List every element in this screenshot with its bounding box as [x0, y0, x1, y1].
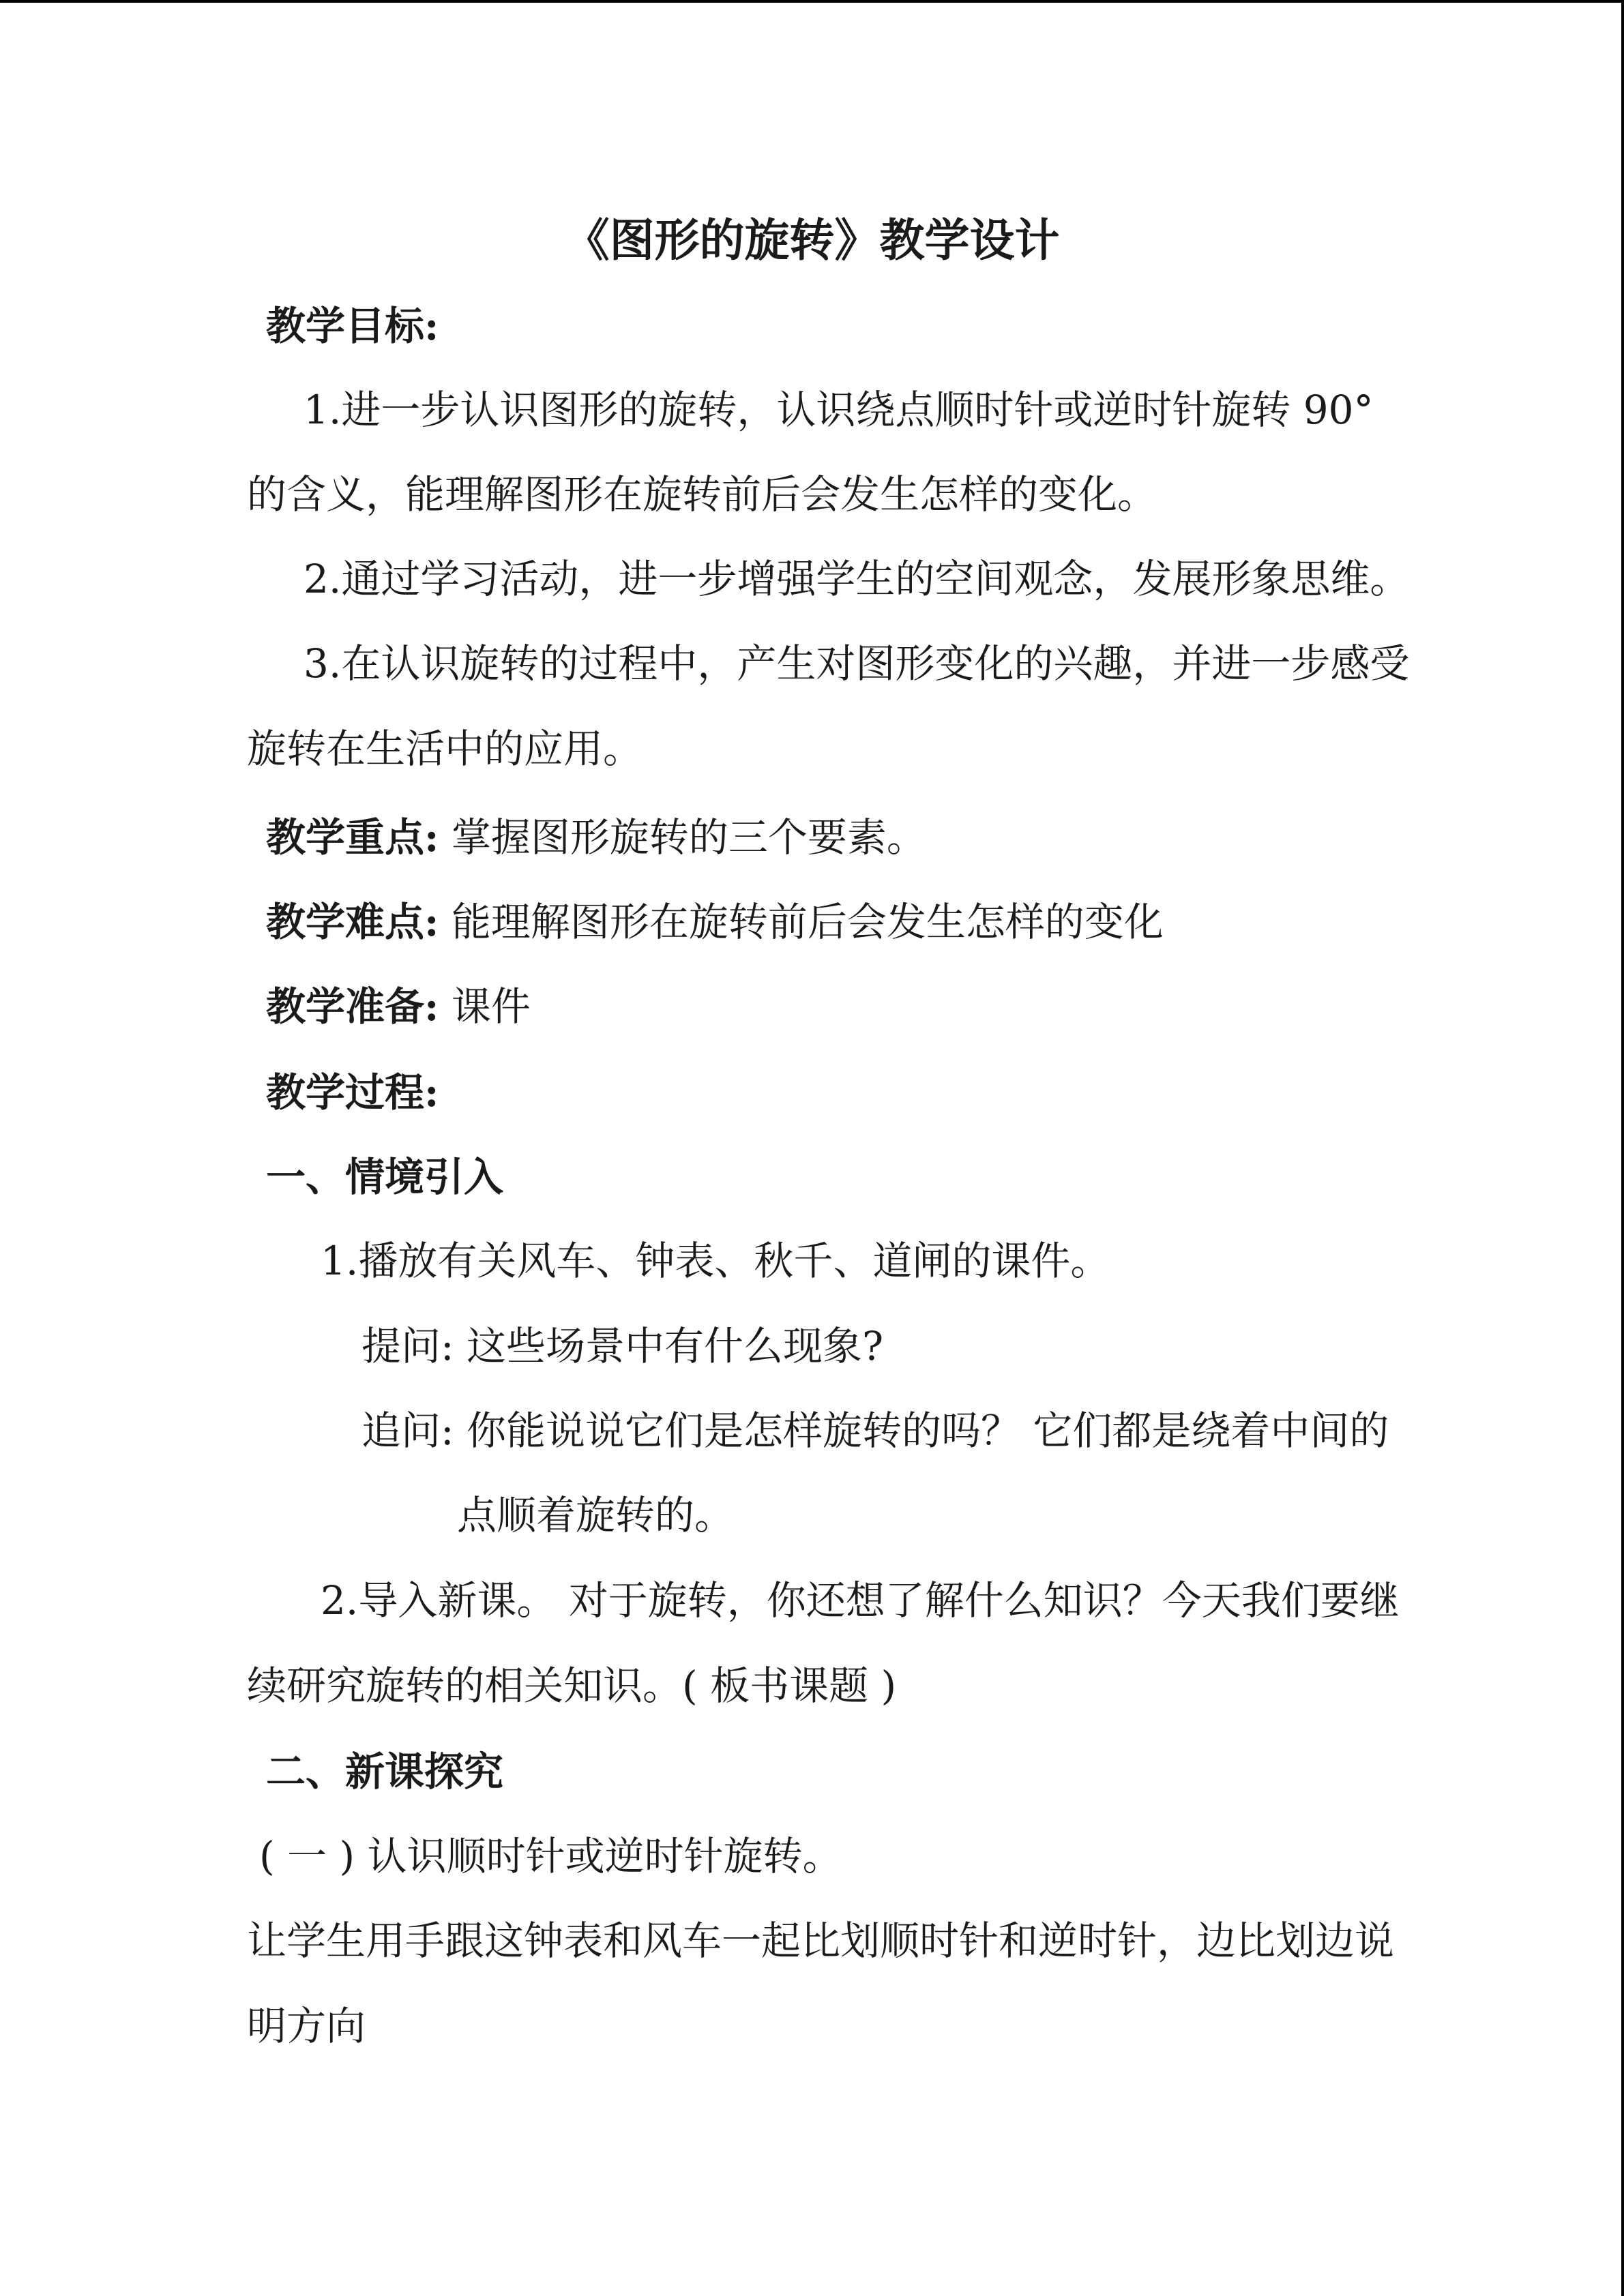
difficulty-text: 能理解图形在旋转前后会发生怎样的变化: [451, 899, 1164, 945]
page-right-border: [1621, 0, 1624, 2296]
key-point-label: 教学重点:: [266, 814, 439, 861]
difficulty-label: 教学难点:: [266, 899, 439, 945]
page-top-border: [0, 0, 1624, 3]
section-2-paragraph-line-1: 让学生用手跟这钟表和风车一起比划顺时针和逆时针，边比划边说: [247, 1918, 1395, 1964]
section-1-item-1: 1.播放有关风车、钟表、秋千、道闸的课件。: [321, 1238, 1110, 1284]
section-2-subheading-1: ( 一 ) 认识顺时针或逆时针旋转。: [259, 1833, 842, 1879]
objective-3-line-2: 旋转在生活中的应用。: [247, 726, 643, 772]
objective-1-line-1: 1.进一步认识图形的旋转，认识绕点顺时针或逆时针旋转 90°: [304, 387, 1374, 433]
section-1-ask: 提问: 这些场景中有什么现象?: [361, 1323, 884, 1369]
objective-2: 2.通过学习活动，进一步增强学生的空间观念，发展形象思维。: [304, 556, 1410, 602]
section-2-heading: 二、新课探究: [266, 1748, 504, 1795]
objective-3-line-1: 3.在认识旋转的过程中，产生对图形变化的兴趣，并进一步感受: [304, 640, 1410, 687]
difficulty-row: [266, 897, 1164, 946]
key-point-row: [266, 813, 926, 862]
preparation-row: [266, 982, 531, 1031]
section-1-item-2-line-2: 续研究旋转的相关知识。( 板书课题 ): [247, 1663, 897, 1709]
preparation-text: 课件: [451, 983, 531, 1030]
preparation-label: 教学准备:: [266, 983, 439, 1030]
section-1-item-2-line-1: 2.导入新课。 对于旋转，你还想了解什么知识？今天我们要继: [321, 1577, 1400, 1624]
section-1-heading: 一、情境引入: [266, 1154, 504, 1200]
process-heading: 教学过程:: [266, 1069, 439, 1116]
section-2-paragraph-line-2: 明方向: [247, 2003, 366, 2049]
document-title: 《图形的旋转》教学设计: [564, 213, 1060, 267]
section-1-followup-line-1: 追问: 你能说说它们是怎样旋转的吗？ 它们都是绕着中间的: [361, 1407, 1389, 1454]
objectives-heading: 教学目标:: [266, 303, 439, 349]
section-1-followup-line-2: 点顺着旋转的。: [457, 1492, 735, 1538]
objective-1-line-2: 的含义，能理解图形在旋转前后会发生怎样的变化。: [247, 471, 1157, 518]
key-point-text: 掌握图形旋转的三个要素。: [451, 814, 926, 861]
